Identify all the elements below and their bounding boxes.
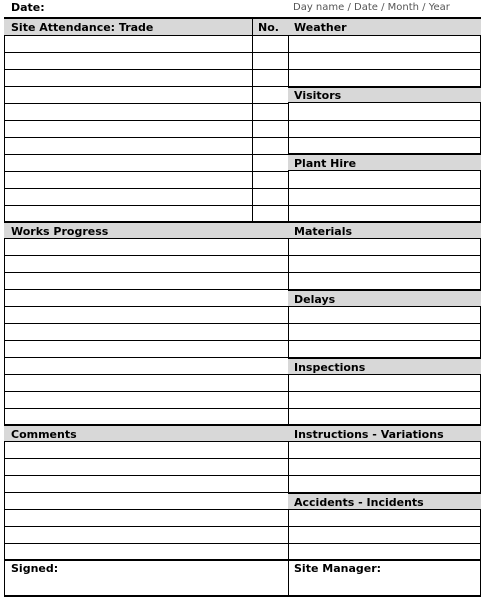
signed-label: Signed: bbox=[11, 562, 59, 575]
attendance-no-label: No. bbox=[258, 21, 279, 34]
attendance-trade-label: Site Attendance: Trade bbox=[11, 21, 154, 34]
date-hint: Day name / Date / Month / Year bbox=[293, 2, 450, 13]
weather-entries[interactable] bbox=[289, 36, 480, 86]
date-field[interactable] bbox=[60, 0, 280, 16]
works-progress-entries[interactable] bbox=[5, 239, 288, 424]
delays-entries[interactable] bbox=[289, 307, 480, 357]
weather-label: Weather bbox=[294, 21, 347, 34]
materials-entries[interactable] bbox=[289, 239, 480, 289]
delays-label: Delays bbox=[294, 293, 336, 306]
materials-label: Materials bbox=[294, 225, 353, 238]
accidents-label: Accidents - Incidents bbox=[294, 496, 424, 509]
instructions-label: Instructions - Variations bbox=[294, 428, 444, 441]
attendance-trade-entries[interactable] bbox=[5, 36, 252, 221]
attendance-no-entries[interactable] bbox=[253, 36, 288, 221]
plant-hire-label: Plant Hire bbox=[294, 157, 357, 170]
plant-hire-entries[interactable] bbox=[289, 171, 480, 221]
accidents-entries[interactable] bbox=[289, 510, 480, 559]
comments-entries[interactable] bbox=[5, 442, 288, 559]
inspections-entries[interactable] bbox=[289, 375, 480, 424]
site-manager-field[interactable] bbox=[380, 561, 479, 595]
comments-label: Comments bbox=[11, 428, 77, 441]
signed-field[interactable] bbox=[60, 561, 286, 595]
site-manager-label: Site Manager: bbox=[294, 562, 382, 575]
visitors-label: Visitors bbox=[294, 89, 342, 102]
inspections-label: Inspections bbox=[294, 361, 366, 374]
works-progress-label: Works Progress bbox=[11, 225, 109, 238]
visitors-entries[interactable] bbox=[289, 103, 480, 154]
date-label: Date: bbox=[11, 1, 45, 14]
form-right-border bbox=[480, 17, 481, 597]
instructions-entries[interactable] bbox=[289, 442, 480, 492]
